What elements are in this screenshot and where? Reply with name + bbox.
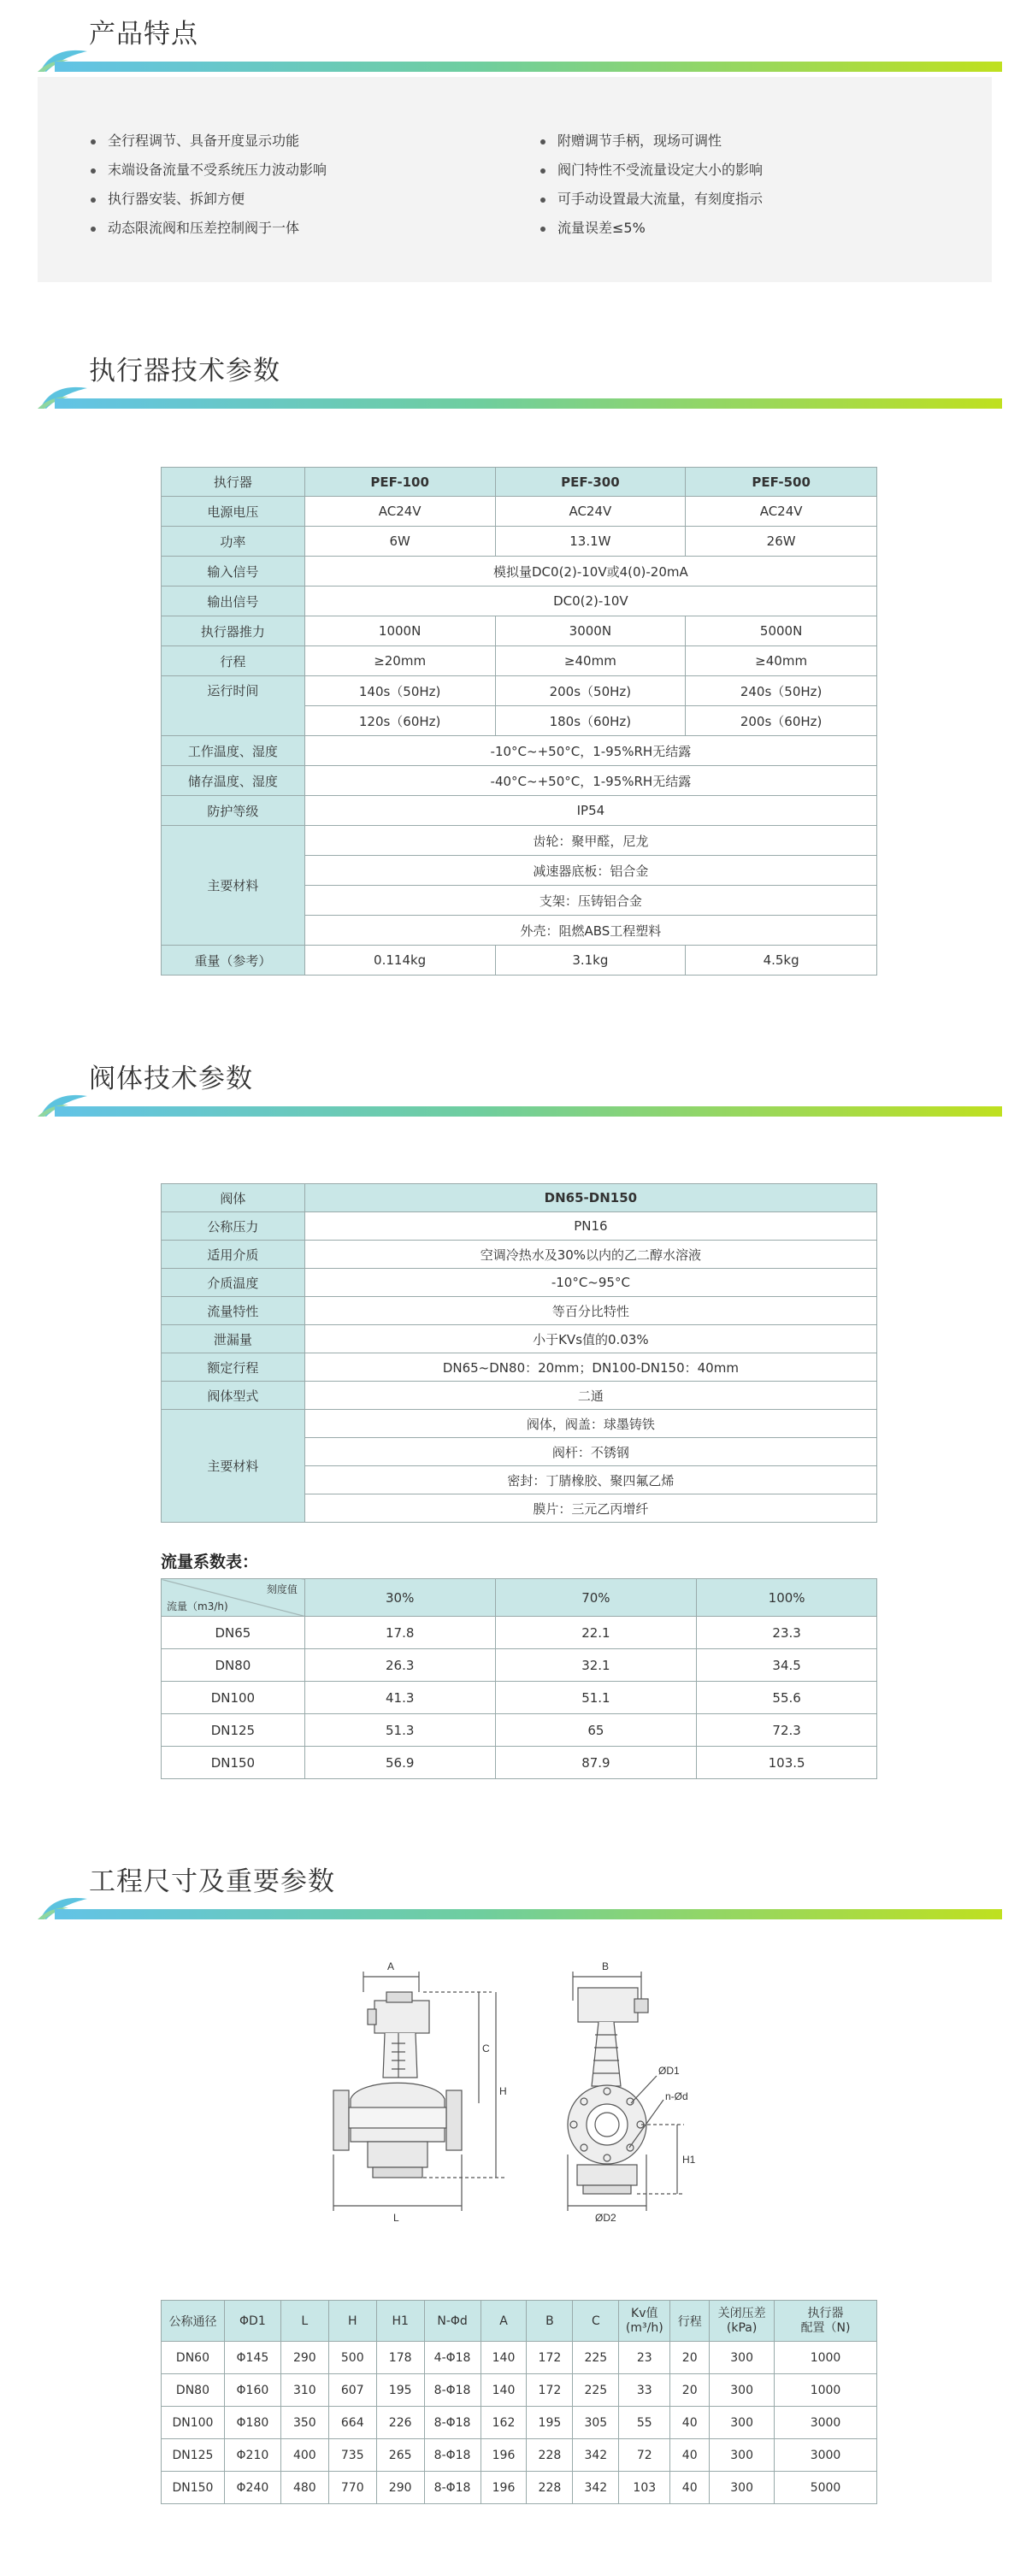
header-cell: 行程 (670, 2301, 710, 2342)
cell: 72.3 (697, 1714, 877, 1747)
cell: 3.1kg (495, 946, 686, 976)
row-label: 输入信号 (162, 557, 305, 587)
table-row (162, 1269, 877, 1297)
cell: 196 (481, 2439, 527, 2472)
cell: 480 (280, 2472, 328, 2504)
cell: 770 (328, 2472, 376, 2504)
table-row (162, 1184, 877, 1212)
cell: 350 (280, 2407, 328, 2439)
cell: 41.3 (304, 1682, 495, 1714)
cell: -10°C~+50°C，1-95%RH无结露 (304, 736, 876, 766)
row-label: 介质温度 (162, 1269, 305, 1297)
cell: 240s（50Hz) (686, 676, 877, 706)
cell: 23 (619, 2342, 670, 2374)
table-header-row (162, 2301, 877, 2342)
cell: 342 (573, 2439, 619, 2472)
cell: 140 (481, 2374, 527, 2407)
header-cell: PEF-500 (686, 468, 877, 497)
header-cell: 执行器 (162, 468, 305, 497)
cell: 膜片：三元乙丙增纤 (304, 1494, 876, 1523)
corner-bottom-label: 流量（m3/h) (167, 1600, 228, 1612)
header-cell (710, 2301, 775, 2342)
header-cell: C (573, 2301, 619, 2342)
table-row (162, 2407, 877, 2439)
row-label: 流量特性 (162, 1297, 305, 1325)
header-line: Kv值 (631, 2306, 658, 2320)
cell: 300 (710, 2342, 775, 2374)
cell: 196 (481, 2472, 527, 2504)
cell: 1000N (304, 616, 495, 646)
table-row (162, 1212, 877, 1241)
cell: 二通 (304, 1382, 876, 1410)
header-line: 执行器 (807, 2306, 844, 2320)
cell: DN80 (162, 1649, 305, 1682)
cell: 140s（50Hz) (304, 676, 495, 706)
front-view (333, 1972, 504, 2211)
cell: DN150 (162, 2472, 225, 2504)
cell: 阀体，阀盖：球墨铸铁 (304, 1410, 876, 1438)
row-label: 重量（参考） (162, 946, 305, 976)
cell: 1000 (775, 2342, 877, 2374)
header-cell: ΦD1 (224, 2301, 280, 2342)
section-title: 产品特点 (89, 19, 198, 50)
feature-item: 附赠调节手柄，现场可调性 (539, 127, 763, 156)
header-cell: PEF-100 (304, 468, 495, 497)
header-cell: H1 (376, 2301, 424, 2342)
feature-item: 末端设备流量不受系统压力波动影响 (89, 156, 327, 185)
table-row (162, 796, 877, 826)
row-label: 适用介质 (162, 1241, 305, 1269)
cell: ≥40mm (495, 646, 686, 676)
section-title: 阀体技术参数 (89, 1064, 253, 1094)
table-row (162, 736, 877, 766)
cell: 310 (280, 2374, 328, 2407)
cell: Φ145 (224, 2342, 280, 2374)
header-cell: L (280, 2301, 328, 2342)
row-label: 阀体型式 (162, 1382, 305, 1410)
table-row (162, 1382, 877, 1410)
actuator-table (161, 467, 877, 976)
cell: 3000 (775, 2407, 877, 2439)
cell: 228 (527, 2472, 573, 2504)
cell: 228 (527, 2439, 573, 2472)
cell: 22.1 (495, 1617, 697, 1649)
table-row (162, 826, 877, 856)
cell: 23.3 (697, 1617, 877, 1649)
cell: 8-Φ18 (424, 2439, 481, 2472)
cell: 200s（60Hz) (686, 706, 877, 736)
table-row (162, 1297, 877, 1325)
row-label: 执行器推力 (162, 616, 305, 646)
row-label: 电源电压 (162, 497, 305, 527)
header-cell: 70% (495, 1579, 697, 1617)
cell: 40 (670, 2407, 710, 2439)
cell: 400 (280, 2439, 328, 2472)
cell: 32.1 (495, 1649, 697, 1682)
section-header-dimensions (38, 1860, 1002, 1919)
cell: 空调冷热水及30%以内的乙二醇水溶液 (304, 1241, 876, 1269)
feature-item: 全行程调节、具备开度显示功能 (89, 127, 327, 156)
cell: 26.3 (304, 1649, 495, 1682)
table-row (162, 527, 877, 557)
table-row (162, 946, 877, 976)
cell: DN60 (162, 2342, 225, 2374)
table-row (162, 616, 877, 646)
cell: 300 (710, 2407, 775, 2439)
cell: 300 (710, 2374, 775, 2407)
row-label: 公称压力 (162, 1212, 305, 1241)
cell: 664 (328, 2407, 376, 2439)
cell: AC24V (495, 497, 686, 527)
feature-item: 动态限流阀和压差控制阀于一体 (89, 214, 327, 243)
cell: 195 (527, 2407, 573, 2439)
cell: 等百分比特性 (304, 1297, 876, 1325)
cell: 4-Φ18 (424, 2342, 481, 2374)
section-bar (55, 62, 1002, 72)
dim-label-H: H (499, 2085, 507, 2097)
cell: 齿轮：聚甲醛，尼龙 (304, 826, 876, 856)
row-label: 行程 (162, 646, 305, 676)
header-cell: B (527, 2301, 573, 2342)
cell: ≥20mm (304, 646, 495, 676)
cell: 3000 (775, 2439, 877, 2472)
cell: 55.6 (697, 1682, 877, 1714)
corner-cell (162, 1579, 305, 1617)
header-line: 配置（N) (800, 2320, 851, 2335)
features-box (38, 77, 992, 282)
cell: Φ210 (224, 2439, 280, 2472)
cell: 3000N (495, 616, 686, 646)
table-row (162, 1682, 877, 1714)
cell: 607 (328, 2374, 376, 2407)
cell: 290 (280, 2342, 328, 2374)
section-title: 工程尺寸及重要参数 (89, 1866, 335, 1897)
dim-label-D2: ØD2 (595, 2212, 616, 2224)
feature-item: 阀门特性不受流量设定大小的影响 (539, 156, 763, 185)
cell: DN150 (162, 1747, 305, 1779)
dim-label-nd: n-Ød (665, 2090, 688, 2102)
cell: 6W (304, 527, 495, 557)
row-label: 输出信号 (162, 587, 305, 616)
header-cell: 公称通径 (162, 2301, 225, 2342)
cell: 外壳：阻燃ABS工程塑料 (304, 916, 876, 946)
dim-label-H1: H1 (682, 2154, 696, 2166)
cell: 阀杆：不锈钢 (304, 1438, 876, 1466)
cell: 5000 (775, 2472, 877, 2504)
header-cell: N-Φd (424, 2301, 481, 2342)
cell: 8-Φ18 (424, 2374, 481, 2407)
header-cell: H (328, 2301, 376, 2342)
dim-label-L: L (393, 2212, 399, 2224)
section-bar (55, 398, 1002, 409)
row-label: 功率 (162, 527, 305, 557)
features-right (539, 127, 763, 243)
cell: Φ180 (224, 2407, 280, 2439)
table-row (162, 1325, 877, 1353)
cell: 103 (619, 2472, 670, 2504)
cell: 51.1 (495, 1682, 697, 1714)
cell: 172 (527, 2374, 573, 2407)
cell: IP54 (304, 796, 876, 826)
cell: 20 (670, 2342, 710, 2374)
cell: 162 (481, 2407, 527, 2439)
cell: 342 (573, 2472, 619, 2504)
cell: 1000 (775, 2374, 877, 2407)
cell: 55 (619, 2407, 670, 2439)
cell: 4.5kg (686, 946, 877, 976)
table-row (162, 1714, 877, 1747)
table-row (162, 2439, 877, 2472)
header-cell (619, 2301, 670, 2342)
header-cell: PEF-300 (495, 468, 686, 497)
table-row (162, 1649, 877, 1682)
table-row (162, 1747, 877, 1779)
header-line: (kPa) (726, 2320, 758, 2335)
cell: 40 (670, 2472, 710, 2504)
cell: AC24V (686, 497, 877, 527)
cell: 226 (376, 2407, 424, 2439)
table-row (162, 497, 877, 527)
cell: 178 (376, 2342, 424, 2374)
cell: Φ160 (224, 2374, 280, 2407)
section-bar (55, 1909, 1002, 1919)
cell: 200s（50Hz) (495, 676, 686, 706)
cell: 300 (710, 2439, 775, 2472)
cell: 8-Φ18 (424, 2472, 481, 2504)
table-row (162, 1241, 877, 1269)
table-row (162, 557, 877, 587)
valve-table (161, 1183, 877, 1523)
cell: 26W (686, 527, 877, 557)
section-title: 执行器技术参数 (89, 356, 280, 386)
cell: 8-Φ18 (424, 2407, 481, 2439)
cell: DN80 (162, 2374, 225, 2407)
flow-table-title: 流量系数表： (161, 1553, 259, 1571)
dim-label-A: A (387, 1960, 395, 1972)
cell: 密封：丁腈橡胶、聚四氟乙烯 (304, 1466, 876, 1494)
cell: 735 (328, 2439, 376, 2472)
table-row (162, 1353, 877, 1382)
header-line: (m³/h) (625, 2320, 663, 2335)
cell: 225 (573, 2342, 619, 2374)
table-row (162, 587, 877, 616)
table-row (162, 468, 877, 497)
cell: 140 (481, 2342, 527, 2374)
cell: 34.5 (697, 1649, 877, 1682)
cell: DN65 (162, 1617, 305, 1649)
cell: 17.8 (304, 1617, 495, 1649)
cell: 20 (670, 2374, 710, 2407)
table-row (162, 2342, 877, 2374)
dim-label-D1: ØD1 (658, 2065, 680, 2077)
row-label: 额定行程 (162, 1353, 305, 1382)
header-cell: 30% (304, 1579, 495, 1617)
cell: 5000N (686, 616, 877, 646)
feature-item: 执行器安装、拆卸方便 (89, 185, 327, 214)
cell: 225 (573, 2374, 619, 2407)
row-label: 储存温度、湿度 (162, 766, 305, 796)
cell: DC0(2)-10V (304, 587, 876, 616)
header-cell: 100% (697, 1579, 877, 1617)
header-cell: DN65-DN150 (304, 1184, 876, 1212)
cell: 103.5 (697, 1747, 877, 1779)
header-line: 关闭压差 (717, 2306, 766, 2320)
valve-dimension-drawing (316, 1949, 744, 2240)
cell: 500 (328, 2342, 376, 2374)
cell: 120s（60Hz) (304, 706, 495, 736)
corner-top-label: 刻度值 (266, 1583, 298, 1595)
cell: 305 (573, 2407, 619, 2439)
feature-item: 流量误差≤5% (539, 214, 763, 243)
header-cell: 阀体 (162, 1184, 305, 1212)
cell: 290 (376, 2472, 424, 2504)
table-row (162, 1579, 877, 1617)
cell: PN16 (304, 1212, 876, 1241)
section-header-features (38, 12, 1002, 72)
row-label: 主要材料 (162, 1410, 305, 1523)
cell: 195 (376, 2374, 424, 2407)
dim-label-B: B (602, 1960, 610, 1972)
cell: Φ240 (224, 2472, 280, 2504)
flow-table (161, 1578, 877, 1779)
cell: 模拟量DC0(2)-10V或4(0)-20mA (304, 557, 876, 587)
cell: 180s（60Hz) (495, 706, 686, 736)
features-left (89, 127, 327, 243)
row-label: 工作温度、湿度 (162, 736, 305, 766)
row-label: 主要材料 (162, 826, 305, 946)
section-header-valve (38, 1057, 1002, 1117)
cell: DN100 (162, 2407, 225, 2439)
table-row (162, 1617, 877, 1649)
table-row (162, 676, 877, 706)
row-label: 泄漏量 (162, 1325, 305, 1353)
cell: DN125 (162, 2439, 225, 2472)
cell: 40 (670, 2439, 710, 2472)
cell: 51.3 (304, 1714, 495, 1747)
cell: 265 (376, 2439, 424, 2472)
cell: ≥40mm (686, 646, 877, 676)
cell: 56.9 (304, 1747, 495, 1779)
cell: 72 (619, 2439, 670, 2472)
header-cell (775, 2301, 877, 2342)
cell: 33 (619, 2374, 670, 2407)
section-header-actuator (38, 349, 1002, 409)
cell: 300 (710, 2472, 775, 2504)
cell: 65 (495, 1714, 697, 1747)
cell: DN100 (162, 1682, 305, 1714)
cell: 支架：压铸铝合金 (304, 886, 876, 916)
cell: 减速器底板：铝合金 (304, 856, 876, 886)
row-label: 运行时间 (162, 676, 305, 736)
cell: 13.1W (495, 527, 686, 557)
table-row (162, 1410, 877, 1438)
feature-item: 可手动设置最大流量，有刻度指示 (539, 185, 763, 214)
section-bar (55, 1106, 1002, 1117)
table-row (162, 2374, 877, 2407)
cell: -10°C~95°C (304, 1269, 876, 1297)
header-cell: A (481, 2301, 527, 2342)
cell: DN125 (162, 1714, 305, 1747)
row-label: 防护等级 (162, 796, 305, 826)
dim-label-C: C (482, 2043, 490, 2054)
table-row (162, 2472, 877, 2504)
cell: AC24V (304, 497, 495, 527)
cell: 小于KVs值的0.03% (304, 1325, 876, 1353)
table-row (162, 766, 877, 796)
cell: DN65~DN80：20mm；DN100-DN150：40mm (304, 1353, 876, 1382)
table-row (162, 646, 877, 676)
cell: 0.114kg (304, 946, 495, 976)
cell: -40°C~+50°C，1-95%RH无结露 (304, 766, 876, 796)
dimensions-table (161, 2300, 877, 2504)
cell: 172 (527, 2342, 573, 2374)
cell: 87.9 (495, 1747, 697, 1779)
